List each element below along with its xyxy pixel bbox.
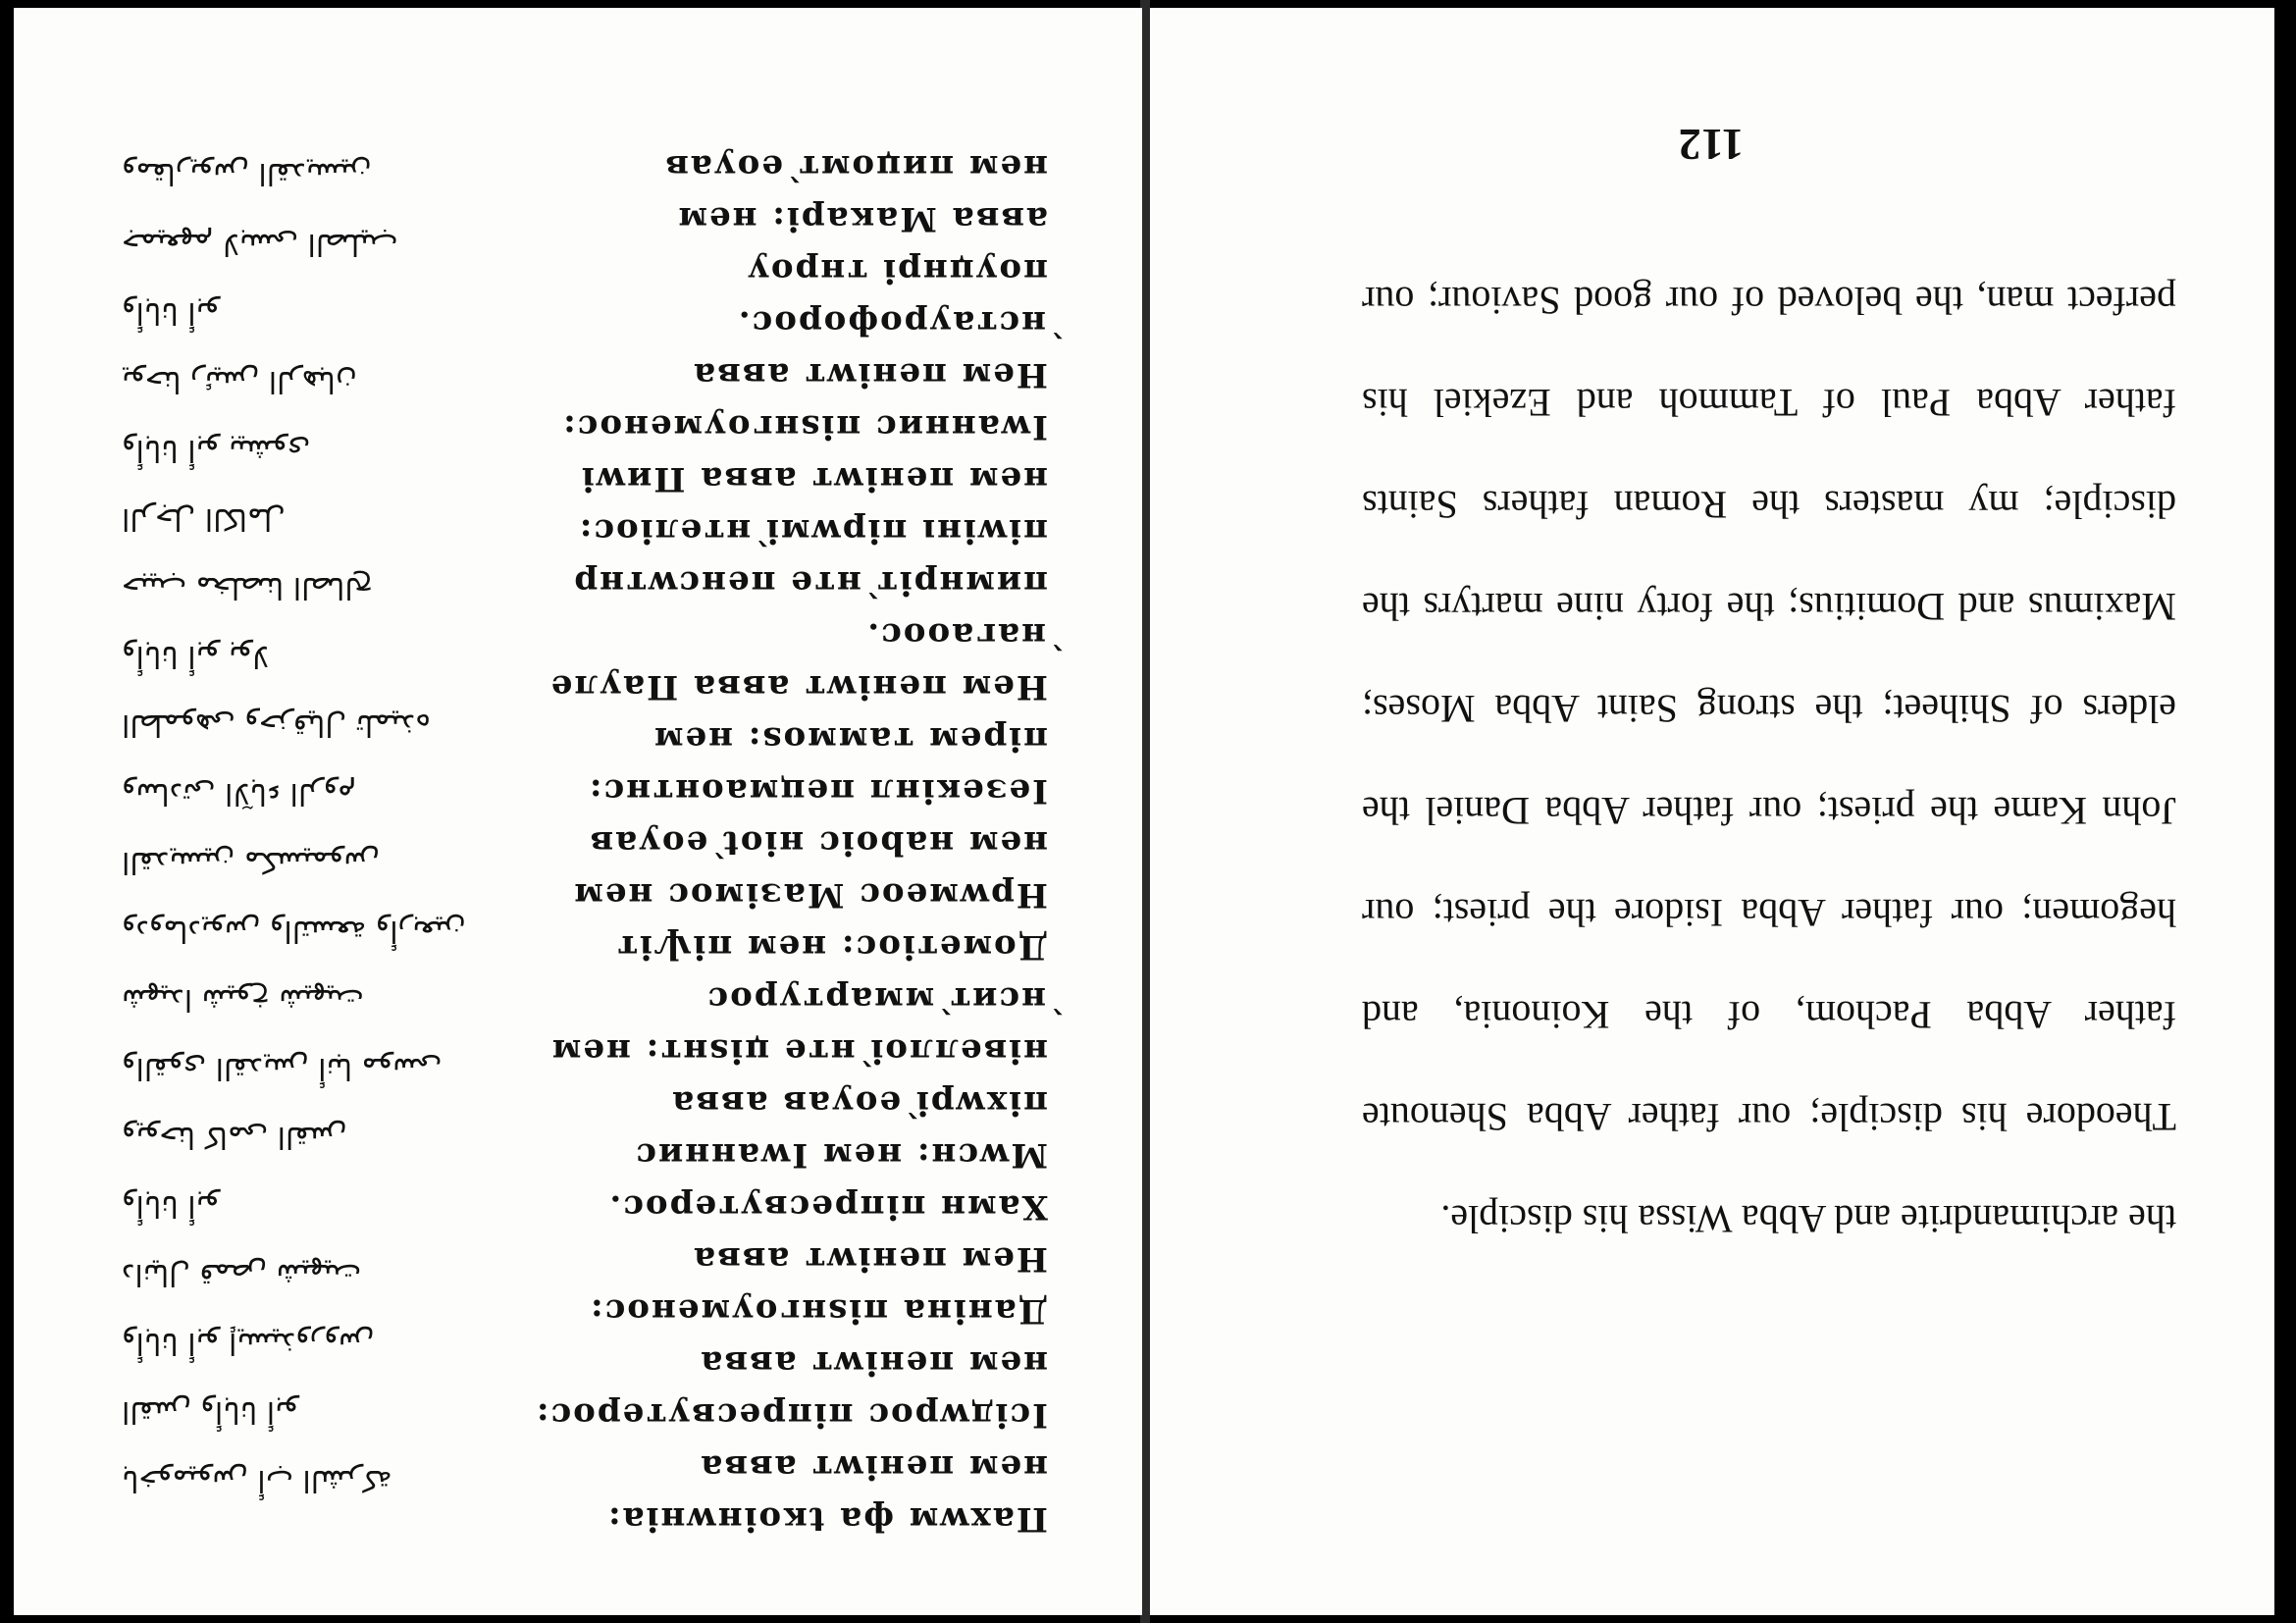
arabic-line: حبيب مخلصنا الصالح (122, 570, 373, 604)
coptic-line: Ісідwрос піпресвутерос: (534, 1395, 1048, 1435)
arabic-line: وأبانا أبو بيشوى (122, 433, 311, 467)
arabic-line: وأبانا أبو بولا (122, 639, 270, 673)
coptic-line: піwінı пірwмі ̀нтеліос: (577, 511, 1048, 550)
english-line: father Abba Paul of Tammoh and Ezekiel his (1362, 381, 2176, 425)
arabic-line: الطموهى وحزقيال تلميذه (122, 707, 431, 742)
arabic-line: ويوحنا كامى القس (122, 1120, 347, 1154)
arabic-line: جميعهم لابسى الصليب (122, 227, 398, 261)
coptic-line: Нем пеніwт авва (692, 355, 1048, 394)
coptic-line: ̀нсит ̀ммартурос (705, 979, 1048, 1019)
english-line: elders of Shiheet; the strong Saint Abba Moses; (1362, 687, 2176, 731)
page-number: 112 (1678, 120, 1745, 170)
coptic-line: Іезекінл пецмаoнтнс: (587, 771, 1048, 811)
coptic-line: Даніна піѕнгоуменос: (589, 1291, 1048, 1331)
arabic-line: وأبانا أبو (122, 295, 220, 330)
coptic-line: ̀нстаурофорос. (736, 303, 1048, 342)
coptic-line: нівеллоі ̀нте џіѕнт: нем (549, 1031, 1048, 1071)
english-line: Theodore his disciple; our father Abba Shenoute (1362, 1095, 2176, 1139)
arabic-line: وسادتى الآباء الروم (122, 776, 356, 811)
english-line: Maximus and Domitius; the forty nine martyrs the (1362, 585, 2176, 629)
english-line: John Kame the priest; our father Abba Daniel the (1362, 789, 2176, 833)
english-line: father Abba Pachom, of the Koinonia, and (1362, 993, 2176, 1037)
page-english (1148, 8, 2274, 1615)
arabic-line: شهيدا شيوخ شيهيت (122, 982, 364, 1017)
coptic-line: нем пеніwт авва Пиwі (579, 459, 1048, 498)
coptic-line: Нем пеніwт авва Пауле (548, 667, 1048, 707)
english-line: hegomen; our father Abba Isidore the priest; our (1362, 891, 2176, 935)
arabic-line: يوحنا رئيس الرهبان (122, 364, 357, 398)
arabic-line: ودوماديوس والتسعة وأربعين (122, 914, 466, 948)
arabic-line: باخوميوس أب الشركة (122, 1463, 392, 1497)
coptic-line: Іwаннис піѕнгоуменос: (561, 407, 1048, 446)
arabic-line: وأبانا أبو إيسيذوروس (122, 1326, 375, 1360)
coptic-line: авва Макарі: нем (676, 199, 1048, 238)
arabic-line: القديسين مكسيموس (122, 845, 380, 879)
arabic-line: والقوى القديس أنبا موسى (122, 1051, 443, 1085)
arabic-line: ومقاريوس القديسين (122, 156, 372, 190)
english-line: the archimandrite and Abba Wissa his disciple. (1440, 1197, 2176, 1241)
coptic-line: нем наbоіс ніоt ̀еоуав (588, 823, 1048, 863)
arabic-line: الرجل الكامل (122, 501, 286, 536)
coptic-line: поуџнрі тнроу (746, 251, 1048, 290)
coptic-line: пимнріт ̀нте пенсwтнр (572, 563, 1048, 602)
coptic-line: Мwсн: нем Іwаннис (634, 1135, 1048, 1175)
coptic-line: Нрwмеос Мазімос нем (572, 875, 1048, 915)
coptic-line: Пахwм фа tкоінwніа: (606, 1499, 1048, 1539)
coptic-line: піхwрі ̀еоуав авва (670, 1083, 1048, 1123)
coptic-line: Хамн піпресвутерос. (607, 1187, 1048, 1227)
coptic-line: нем пеніwт авва (699, 1343, 1048, 1383)
english-line: perfect man, the beloved of our good Saviour; our (1362, 279, 2176, 323)
arabic-line: وأبانا أبو (122, 1188, 220, 1223)
coptic-line: нем пеніwт авва (699, 1447, 1048, 1487)
page-coptic-arabic (14, 8, 1142, 1615)
coptic-line: Нем пеніwт авва (692, 1239, 1048, 1279)
coptic-line: ̀нагаoос. (865, 615, 1048, 654)
arabic-line: دانيال قمص شيهيت (122, 1257, 362, 1291)
english-line: disciple; my masters the Roman fathers Saints (1362, 483, 2176, 527)
coptic-line: нем пиџомт ̀еоуав (663, 147, 1048, 186)
coptic-line: пірем таммоѕ: нем (652, 719, 1048, 759)
arabic-line: القس وأبانا أبو (122, 1394, 298, 1429)
coptic-line: Дометіос: нем піѱіт (614, 927, 1048, 967)
